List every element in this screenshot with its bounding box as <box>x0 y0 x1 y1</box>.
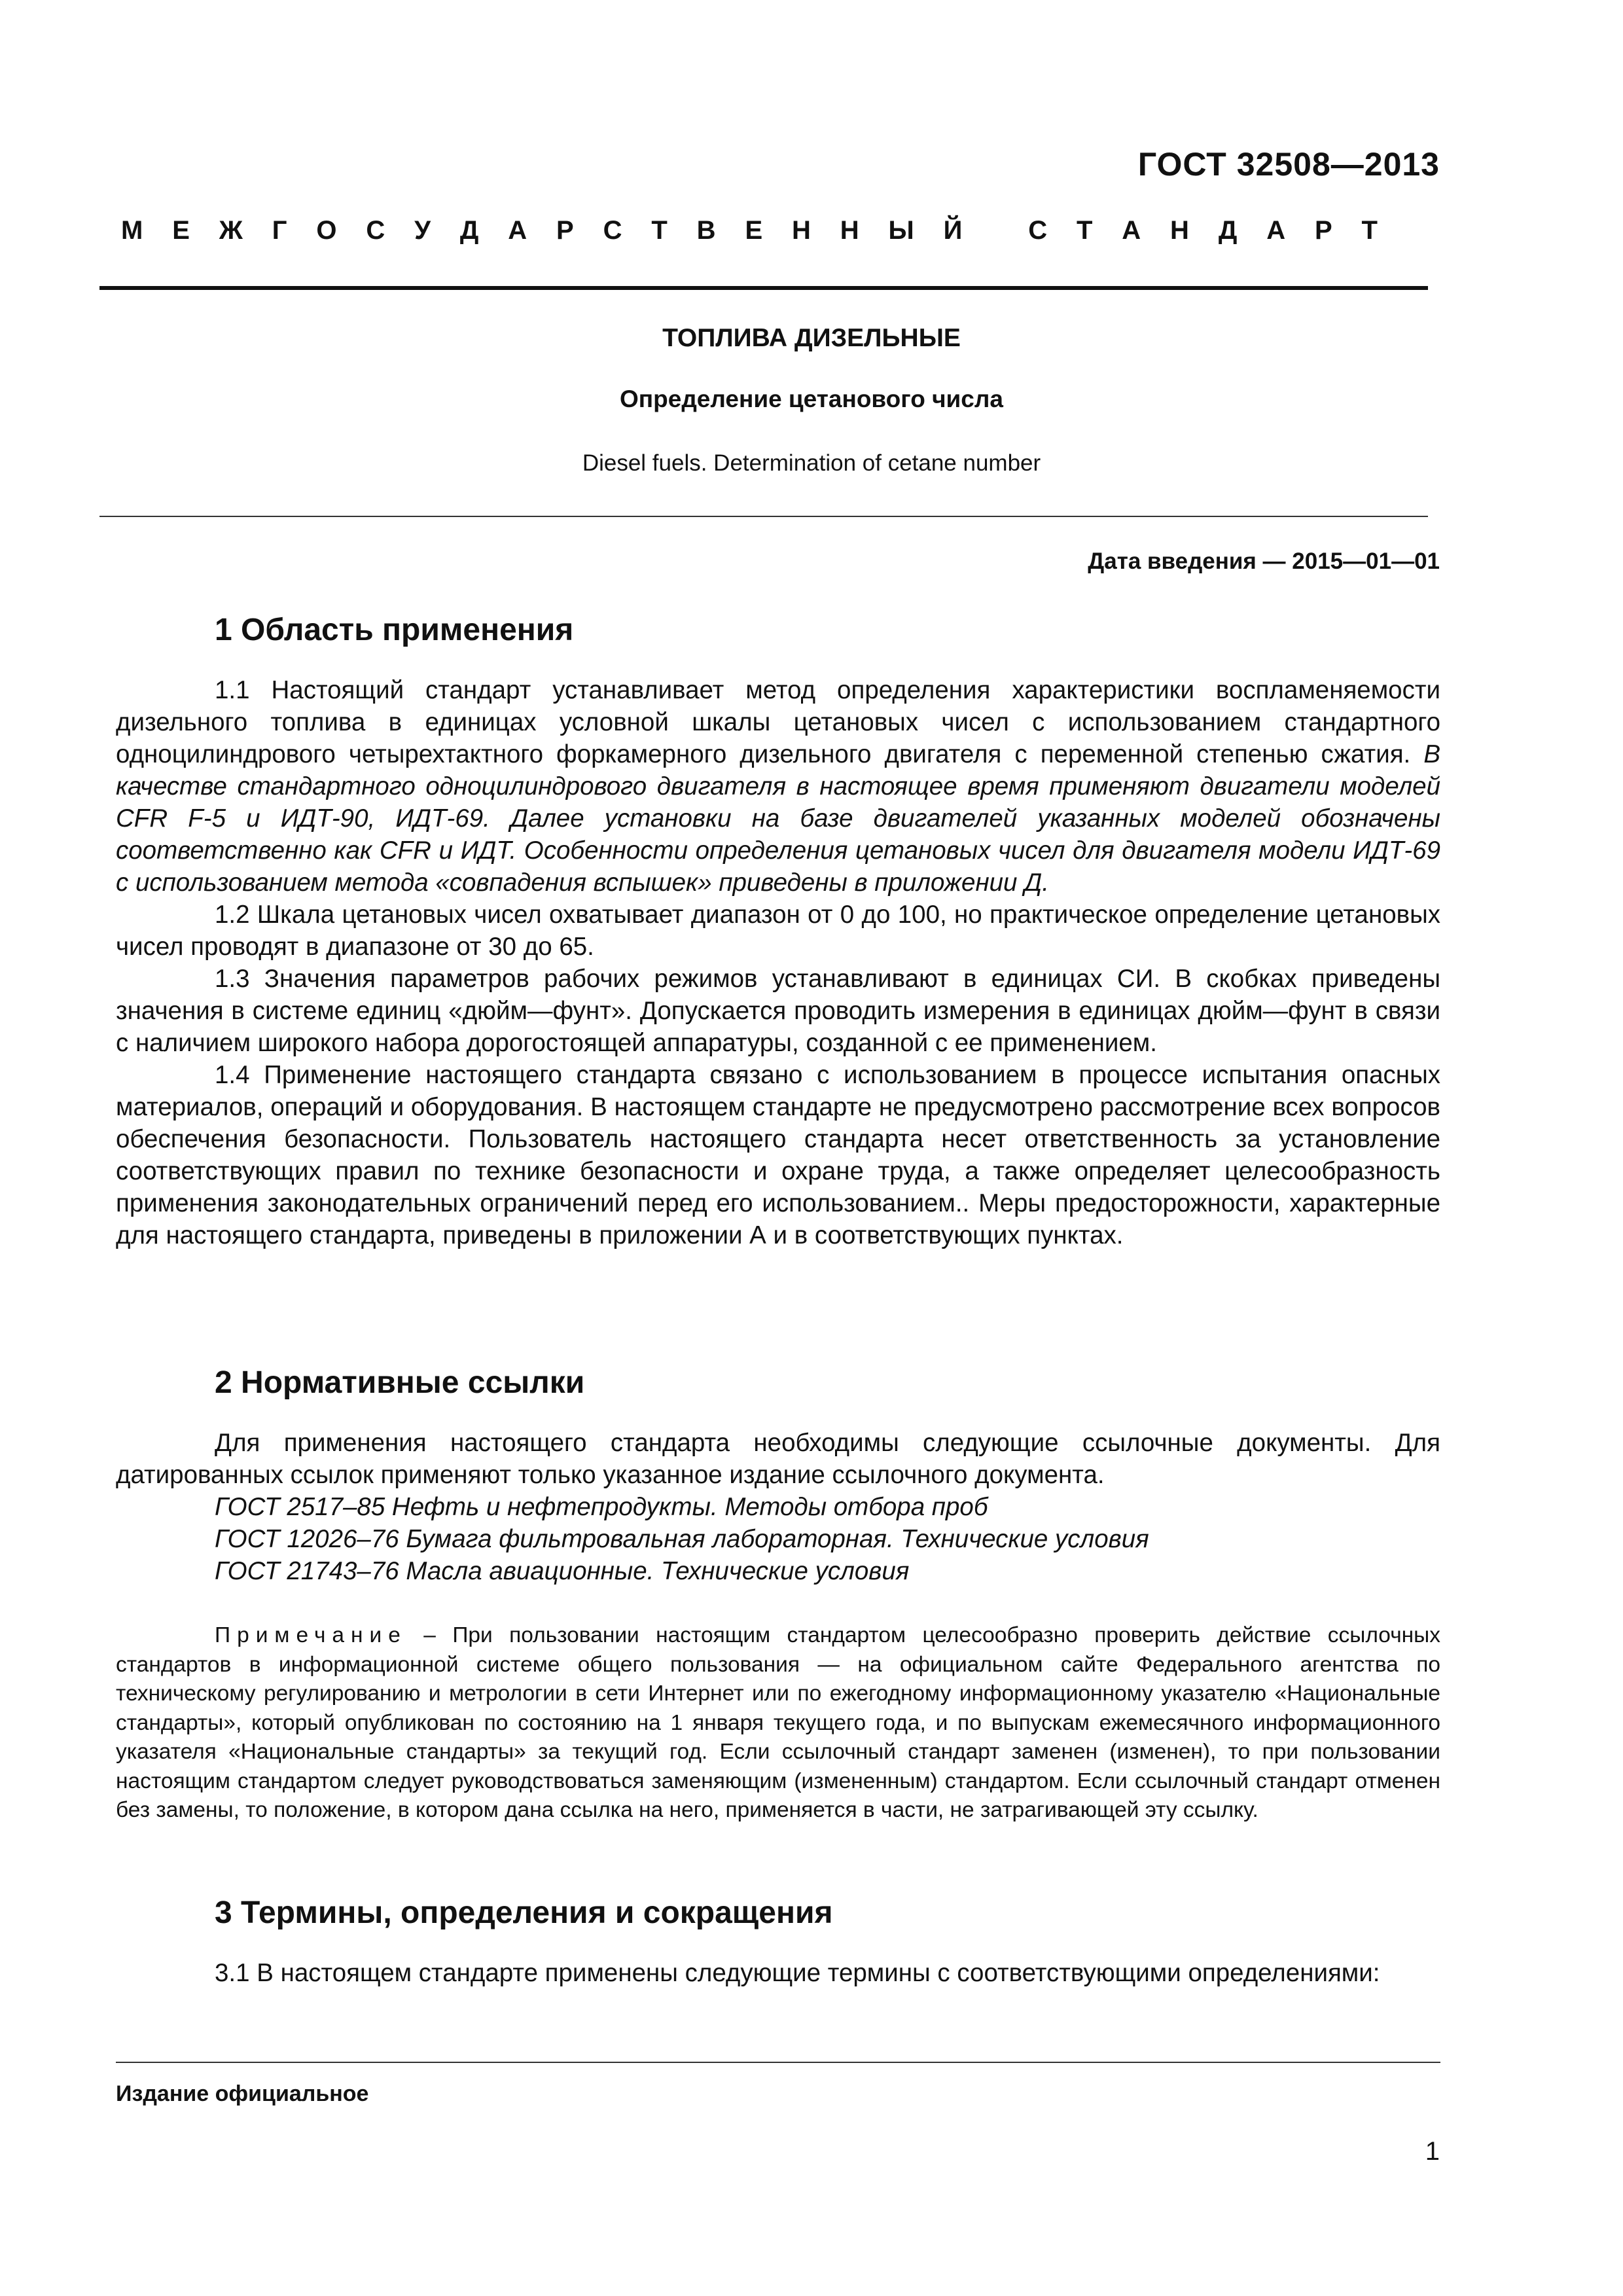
interstate-letter <box>991 216 999 245</box>
interstate-letter: Н <box>792 216 811 245</box>
section-1-body <box>116 674 1440 1251</box>
section-2-intro: Для применения настоящего стандарта необходимы следующие ссылочные документы. Для датированных ссылок применяют только указанное издание ссылочного документа. <box>116 1429 1440 1489</box>
note-text: – При пользовании настоящим стандартом целесообразно проверить действие ссылочных стандартов в информационной системе общего пользования — на официальном сайте Федерального агентства по техническому регулированию и метрологии в сети Интернет или по ежегодному информационному указателю «Национальные стандарты», который опубликован по состоянию на 1 января текущего года, и по выпускам ежемесячного информационного указателя «Национальные стандарты» за текущий год. Если ссылочный стандарт заменен (изменен), то при пользовании настоящим стандартом следует руководствоваться заменяющим (измененным) стандартом. Если ссылочный стандарт отменен без замены, то положение, в котором дана ссылка на него, применяется в части, не затрагивающей эту ссылку. <box>116 1623 1440 1822</box>
interstate-letter: Й <box>943 216 963 245</box>
section-3-body <box>116 1957 1440 1989</box>
interstate-letter: Ы <box>888 216 914 245</box>
interstate-letter: Н <box>1170 216 1189 245</box>
interstate-letter: Ж <box>219 216 243 245</box>
section-1-heading: 1 Область применения <box>215 613 574 647</box>
page-number: 1 <box>1425 2137 1440 2166</box>
interstate-letter: А <box>508 216 527 245</box>
header-rule <box>99 286 1428 290</box>
gost-code: ГОСТ 32508—2013 <box>1137 146 1440 183</box>
interstate-letter: Р <box>1314 216 1332 245</box>
interstate-letter: Г <box>272 216 287 245</box>
paragraph-1-3: 1.3 Значения параметров рабочих режимов устанавливают в единицах СИ. В скобках приведены значения в системе единиц «дюйм—фунт». Допускается проводить измерения в единицах дюйм—фунт в связи с наличием широкого набора дорогостоящей аппаратуры, созданной с ее применением. <box>116 965 1440 1057</box>
interstate-letter: Т <box>1361 216 1378 245</box>
paragraph-1-4: 1.4 Применение настоящего стандарта связано с использованием в процессе испытания опасных материалов, операций и оборудования. В настоящем стандарте не предусмотрено рассмотрение всех вопросов обеспечения безопасности. Пользователь настоящего стандарта несет ответственность за установление соответствующих правил по технике безопасности и охране труда, а также определяет целесообразность применения законодательных ограничений перед его использованием.. Меры предосторожности, характерные для настоящего стандарта, приведены в приложении А и в соответствующих пунктах. <box>116 1061 1440 1249</box>
note-label: Примечание <box>215 1623 407 1647</box>
interstate-letter: О <box>316 216 337 245</box>
reference-item: ГОСТ 21743–76 Масла авиационные. Технические условия <box>215 1557 910 1585</box>
document-subtitle: Определение цетанового числа <box>620 386 1003 412</box>
reference-item: ГОСТ 12026–76 Бумага фильтровальная лабораторная. Технические условия <box>215 1525 1149 1553</box>
interstate-letter: В <box>696 216 716 245</box>
interstate-letter: Е <box>172 216 190 245</box>
title-rule <box>99 516 1428 517</box>
document-title: ТОПЛИВА ДИЗЕЛЬНЫЕ <box>662 324 961 352</box>
document-title-english: Diesel fuels. Determination of cetane number <box>582 450 1041 476</box>
section-2-body <box>116 1427 1440 1587</box>
section-2-heading: 2 Нормативные ссылки <box>215 1365 585 1400</box>
interstate-letter: Н <box>840 216 859 245</box>
interstate-letter: С <box>366 216 385 245</box>
paragraph-1-1-italic: В качестве стандартного одноцилиндрового двигателя в настоящее время применяют двигатели моделей CFR F-5 и ИДТ-90, ИДТ-69. Далее установки на базе двигателей указанных моделей обозначены соответственно как CFR и ИДТ. Особенности определения цетановых чисел для двигателя модели ИДТ-69 с использованием метода «совпадения вспышек» приведены в приложении Д. <box>116 740 1440 897</box>
section-3-heading: 3 Термины, определения и сокращения <box>215 1895 833 1930</box>
interstate-letter: А <box>1122 216 1141 245</box>
interstate-letter: Д <box>459 216 479 245</box>
interstate-letter: А <box>1266 216 1286 245</box>
paragraph-3-1: 3.1 В настоящем стандарте применены следующие термины с соответствующими определениями: <box>215 1959 1380 1987</box>
interstate-letter: Д <box>1218 216 1238 245</box>
paragraph-1-1 <box>116 674 1440 899</box>
paragraph-1-1-regular: 1.1 Настоящий стандарт устанавливает метод определения характеристики воспламеняемости дизельного топлива в единицах условной шкалы цетановых чисел с использованием стандартного одноцилиндрового четырехтактного форкамерного дизельного двигателя с переменной степенью сжатия. <box>116 676 1440 768</box>
introduction-date: Дата введения — 2015—01—01 <box>1088 548 1440 574</box>
interstate-letter: С <box>1028 216 1048 245</box>
reference-item: ГОСТ 2517–85 Нефть и нефтепродукты. Методы отбора проб <box>215 1493 988 1521</box>
interstate-letter: У <box>414 216 431 245</box>
footer-rule <box>116 2062 1440 2063</box>
interstate-letter: Р <box>556 216 574 245</box>
interstate-letter: М <box>121 216 143 245</box>
edition-label: Издание официальное <box>116 2081 369 2106</box>
paragraph-1-2: 1.2 Шкала цетановых чисел охватывает диапазон от 0 до 100, но практическое определение цетановых чисел проводят в диапазоне от 30 до 65. <box>116 901 1440 961</box>
interstate-letter: Т <box>651 216 668 245</box>
interstate-letter: Е <box>745 216 763 245</box>
interstate-letter: Т <box>1076 216 1093 245</box>
note-block <box>116 1621 1440 1825</box>
interstate-standard-heading <box>121 216 1378 245</box>
interstate-letter: С <box>603 216 622 245</box>
